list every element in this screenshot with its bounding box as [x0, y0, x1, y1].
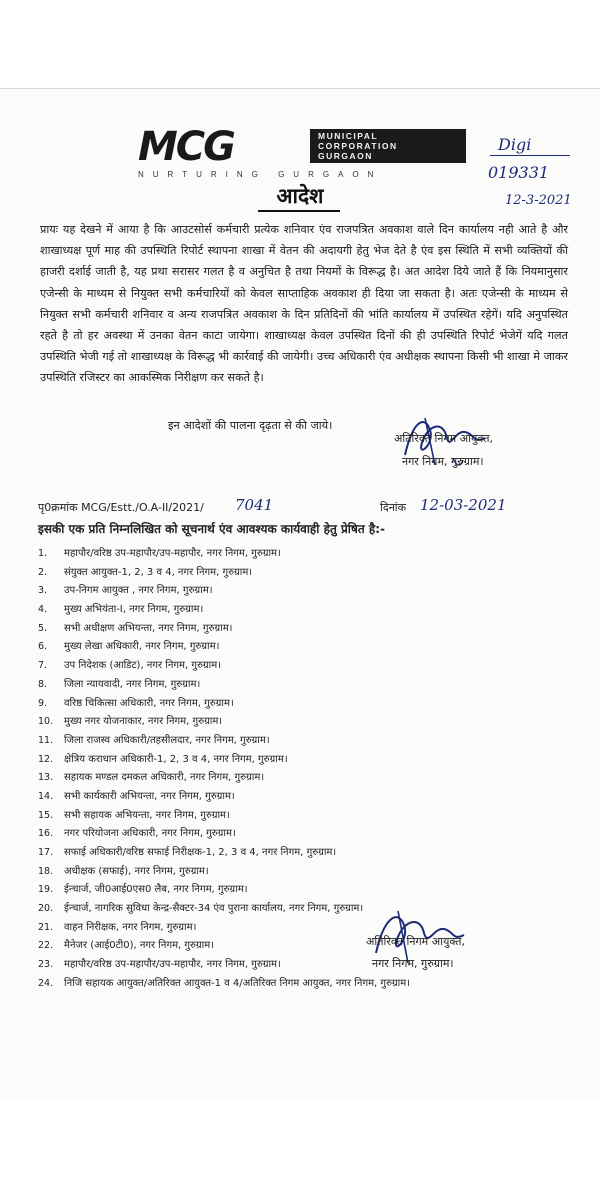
date-label: दिनांक	[380, 501, 407, 514]
recipient-text: क्षेत्रिय कराधान अधिकारी-1, 2, 3 व 4, नगर निगम, गुरुग्राम।	[64, 753, 288, 765]
recipient-number: 6.	[38, 641, 48, 653]
order-title: आदेश	[276, 184, 324, 208]
closing-line: इन आदेशों की पालना दृढ़ता से की जाये।	[168, 419, 333, 432]
recipient-item	[38, 676, 568, 695]
recipient-item	[38, 564, 568, 583]
recipient-item	[38, 975, 568, 994]
recipient-text: वरिष्ठ चिकित्सा अधिकारी, नगर निगम, गुरुग्राम।	[64, 697, 234, 709]
order-paragraph: प्रायः यह देखने में आया है कि आउटसोर्स कर्मचारी प्रत्येक शनिवार एंव राजपत्रित अवकाश वाले दिन कार्यालय नही आते है और शाखाध्यक्ष पूर्ण माह की उपस्थिति रिपोर्ट स्थापना शाखा में वेतन की अदायगी हेतु भेज देते है एंव इस स्थिति में सभी व्यक्तियों की हाजरी दर्शाई जाती है, यह प्रथा सरासर गलत है व अनुचित है तथा नियमों के विरूद्ध है। अत आदेश दिये जाते हैं कि नियमानुसार एजेन्सी के माध्यम से नियुक्त सभी कर्मचारियों को केवल साप्ताहिक अवकाश ही दिया जा सकता है। अतः एजेन्सी के माध्यम से नियुक्त सभी कर्मचारी शनिवार व अन्य राजपत्रित अवकाश के दिन प्रतिदिनों की भांति कार्यालय में उपस्थित रहेगें। यदि अनुपस्थित रहते है तो हर अवस्था में उनका वेतन काटा जायेगा। शाखाध्यक्ष केवल उपस्थित दिनों की ही उपस्थिति रिपोर्ट भेजेगें यदि गलत उपस्थिति भेजी गई तो शाखाध्यक्ष के विरूद्ध भी कार्रवाई की जायेगी। उच्च अधिकारी एंव अधीक्षक स्थापना किसी भी शाखा मे जाकर उपस्थिति रजिस्टर का आकस्मिक निरीक्षण कर सकते है।	[40, 223, 568, 385]
recipient-number: 3.	[38, 585, 48, 597]
recipient-item	[38, 825, 568, 844]
recipient-item	[38, 844, 568, 863]
recipient-number: 19.	[38, 884, 54, 896]
recipient-number: 9.	[38, 697, 48, 709]
order-body	[40, 219, 568, 389]
recipient-number: 4.	[38, 604, 48, 616]
recipient-number: 17.	[38, 847, 54, 858]
title-underline	[258, 210, 340, 212]
logo-mark: MCG	[138, 124, 234, 170]
recipient-item	[38, 900, 568, 919]
logo-box-line: CORPORATION	[318, 141, 398, 151]
recipient-text: सहायक मण्डल दमकल अधिकारी, नगर निगम, गुरुग्राम।	[64, 772, 265, 784]
recipient-item	[38, 881, 568, 900]
recipient-item	[38, 788, 568, 807]
recipient-text: ईन्चार्ज, नागरिक सुविधा केन्द्र-सैक्टर-34 एंव पुराना कार्यालय, नगर निगम, गुरुग्राम।	[64, 903, 364, 915]
recipient-number: 7.	[38, 660, 48, 672]
recipient-text: महापौर/वरिष्ठ उप-महापौर/उप-महापौर, नगर निगम, गुरुग्राम।	[64, 959, 281, 971]
handwritten-reference-number: 7041	[235, 496, 274, 514]
recipient-number: 10.	[38, 716, 54, 728]
recipient-item	[38, 956, 568, 975]
handwritten-diary-number: 019331	[488, 163, 550, 182]
recipient-number: 13.	[38, 772, 54, 784]
recipient-item	[38, 657, 568, 676]
recipient-number: 16.	[38, 828, 54, 840]
recipient-text: जिला राजस्व अधिकारी/तहसीलदार, नगर निगम, गुरुग्राम।	[64, 734, 270, 746]
recipient-text: मुख्य लेखा अधिकारी, नगर निगम, गुरुग्राम।	[64, 641, 220, 653]
recipient-text: नगर परियोजना अधिकारी, नगर निगम, गुरुग्राम।	[64, 828, 236, 840]
mcg-logo	[138, 124, 468, 185]
recipient-number: 24.	[38, 977, 54, 989]
copy-to-heading: इसकी एक प्रति निम्नलिखित को सूचनार्थ एंव आवश्यक कार्यवाही हेतु प्रेषित है:-	[38, 522, 386, 536]
signatory-designation: अतिरिक्त निगम आयुक्त,	[366, 935, 466, 948]
recipient-item	[38, 732, 568, 751]
recipient-text: सभी कार्यकारी अभियन्ता, नगर निगम, गुरुग्राम।	[64, 790, 235, 802]
recipient-item	[38, 620, 568, 639]
recipient-item	[38, 601, 568, 620]
reference-number: पृ0क्रमांक MCG/Estt./O.A-II/2021/	[38, 501, 204, 514]
recipient-text: जिला न्यायवादी, नगर निगम, गुरुग्राम।	[64, 678, 201, 690]
recipient-text: सभी अधीक्षण अभियन्ता, नगर निगम, गुरुग्राम।	[64, 622, 233, 634]
handwritten-date: 12-03-2021	[420, 496, 507, 514]
recipient-number: 23.	[38, 959, 54, 971]
signatory-office: नगर निगम, गुरुग्राम।	[402, 455, 484, 468]
recipient-text: संयुक्त आयुक्त-1, 2, 3 व 4, नगर निगम, गुरुग्राम।	[64, 566, 253, 578]
recipient-text: उप-निगम आयुक्त , नगर निगम, गुरुग्राम।	[64, 585, 213, 597]
recipient-text: निजि सहायक आयुक्त/अतिरिक्त आयुक्त-1 व 4/अतिरिक्त निगम आयुक्त, नगर निगम, गुरुग्राम।	[64, 977, 411, 989]
recipient-number: 15.	[38, 809, 54, 821]
recipient-item	[38, 638, 568, 657]
recipient-text: सभी सहायक अभियन्ता, नगर निगम, गुरुग्राम।	[64, 809, 230, 821]
recipient-text: सफाई अधिकारी/वरिष्ठ सफाई निरीक्षक-1, 2, 3 व 4, नगर निगम, गुरुग्राम।	[64, 847, 337, 858]
recipient-number: 21.	[38, 921, 54, 933]
logo-box-line: GURGAON	[318, 151, 373, 161]
signatory-designation: अतिरिक्त निगम आयुक्त,	[394, 432, 494, 445]
recipient-item	[38, 713, 568, 732]
recipient-item	[38, 863, 568, 882]
recipient-text: उप निदेशक (आडिट), नगर निगम, गुरुग्राम।	[64, 660, 221, 672]
recipient-text: महापौर/वरिष्ठ उप-महापौर/उप-महापौर, नगर निगम, गुरुग्राम।	[64, 548, 281, 559]
recipient-item	[38, 582, 568, 601]
recipient-number: 22.	[38, 940, 54, 952]
bottom-margin	[0, 1100, 600, 1200]
handwritten-diary-date: 12-3-2021	[505, 193, 572, 208]
recipient-number: 5.	[38, 622, 48, 634]
recipient-text: मैनेजर (आई0टी0), नगर निगम, गुरुग्राम।	[64, 940, 215, 952]
recipient-item	[38, 769, 568, 788]
recipient-number: 20.	[38, 903, 54, 915]
recipient-number: 18.	[38, 865, 54, 877]
recipient-text: मुख्य नगर योजनाकार, नगर निगम, गुरुग्राम।	[64, 716, 223, 728]
recipient-list	[38, 545, 568, 994]
logo-tagline: NURTURING GURGAON	[138, 170, 383, 179]
recipient-text: वाहन निरीक्षक, नगर निगम, गुरुग्राम।	[64, 921, 197, 933]
signatory-office: नगर निगम, गुरुग्राम।	[372, 957, 454, 970]
handwritten-diary-label: Digi	[498, 135, 532, 154]
logo-box-line: MUNICIPAL	[318, 131, 379, 141]
recipient-number: 12.	[38, 753, 54, 765]
top-margin	[0, 0, 600, 88]
recipient-text: ईन्चार्ज, जी0आई0एस0 लैब, नगर निगम, गुरुग्राम।	[64, 884, 248, 896]
recipient-number: 2.	[38, 566, 48, 578]
recipient-number: 8.	[38, 678, 48, 690]
logo-name-box	[310, 129, 466, 163]
recipient-number: 1.	[38, 548, 48, 559]
recipient-item	[38, 545, 568, 564]
recipient-text: मुख्य अभियंता-I, नगर निगम, गुरुग्राम।	[64, 604, 204, 616]
recipient-item	[38, 937, 568, 956]
recipient-item	[38, 695, 568, 714]
recipient-text: अधीक्षक (सफाई), नगर निगम, गुरुग्राम।	[64, 865, 209, 877]
handwritten-underline	[490, 155, 570, 156]
recipient-item	[38, 807, 568, 826]
recipient-item	[38, 751, 568, 770]
recipient-number: 14.	[38, 790, 54, 802]
recipient-item	[38, 919, 568, 938]
recipient-number: 11.	[38, 734, 54, 746]
